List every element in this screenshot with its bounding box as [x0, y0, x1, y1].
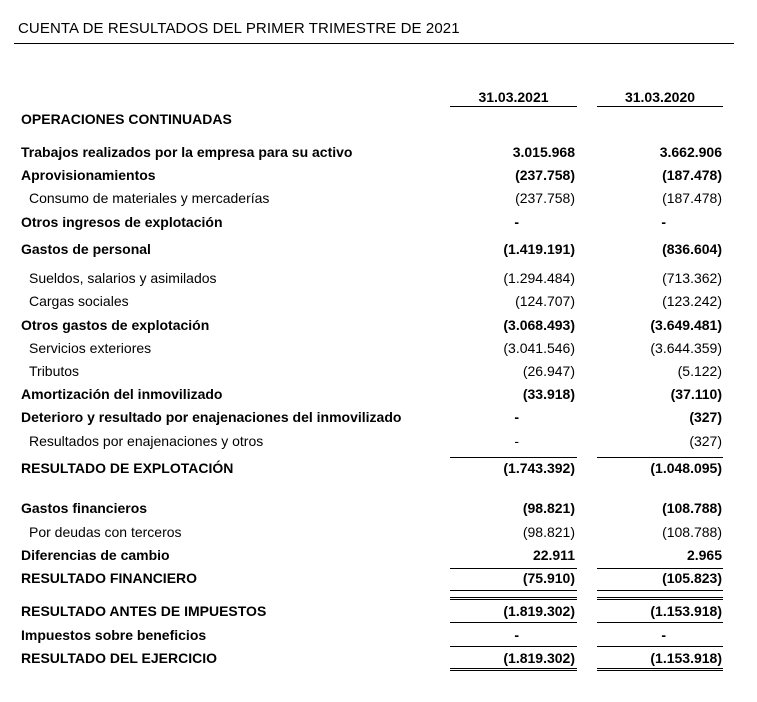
subtotal-rule — [597, 599, 723, 600]
table-row — [0, 361, 757, 381]
table-row — [0, 338, 757, 358]
subtotal-rule — [450, 646, 577, 647]
column-header-2021: 31.03.2021 — [478, 89, 549, 105]
value-2021: (98.821) — [522, 500, 575, 516]
table-row — [0, 212, 757, 232]
value-2021: (3.041.546) — [503, 340, 575, 356]
row-label: Aprovisionamientos — [21, 167, 156, 183]
value-2021: - — [514, 627, 519, 643]
table-row — [0, 545, 757, 565]
value-2020: (836.604) — [662, 241, 722, 257]
row-label: Gastos de personal — [21, 241, 151, 257]
subtotal-rule — [450, 599, 577, 600]
table-row — [0, 625, 757, 645]
row-label: Impuestos sobre beneficios — [21, 627, 207, 643]
value-2021: 22.911 — [532, 547, 575, 563]
table-row — [0, 458, 757, 478]
table-row — [0, 522, 757, 542]
table-row — [0, 384, 757, 404]
value-2021: (1.743.392) — [503, 460, 575, 476]
subtotal-rule — [597, 597, 723, 598]
value-2020: (105.823) — [662, 570, 722, 586]
row-label: Otros ingresos de explotación — [21, 214, 223, 230]
row-label: Diferencias de cambio — [21, 547, 170, 563]
row-label: Resultados por enajenaciones y otros — [29, 433, 264, 449]
value-2020: (1.048.095) — [650, 460, 722, 476]
subtotal-rule — [450, 597, 577, 598]
value-2020: (327) — [689, 409, 722, 425]
row-label: RESULTADO FINANCIERO — [21, 570, 198, 586]
column-header-2021-underline — [450, 106, 577, 107]
value-2020: (187.478) — [662, 167, 722, 183]
row-label: RESULTADO ANTES DE IMPUESTOS — [21, 603, 267, 619]
column-header-2020-underline — [597, 106, 723, 107]
page-title: CUENTA DE RESULTADOS DEL PRIMER TRIMESTRE DE 2021 — [18, 20, 460, 37]
value-2020: 3.662.906 — [659, 144, 722, 160]
table-row — [0, 142, 757, 162]
table-row — [0, 315, 757, 335]
value-2020: (713.362) — [662, 270, 722, 286]
table-row — [0, 648, 757, 668]
value-2021: 3.015.968 — [512, 144, 575, 160]
value-2021: (1.819.302) — [503, 650, 575, 666]
row-label: Sueldos, salarios y asimilados — [29, 270, 217, 286]
value-2020: - — [661, 627, 666, 643]
table-row — [0, 498, 757, 518]
value-2021: - — [514, 409, 519, 425]
total-rule — [597, 670, 723, 671]
total-rule — [597, 668, 723, 669]
value-2020: (3.644.359) — [650, 340, 722, 356]
subtotal-rule — [597, 622, 723, 623]
row-label: Tributos — [29, 363, 80, 379]
value-2021: (1.819.302) — [503, 603, 575, 619]
value-2020: (108.788) — [662, 500, 722, 516]
row-label: Consumo de materiales y mercaderías — [29, 190, 270, 206]
value-2021: (33.918) — [522, 386, 575, 402]
row-label: OPERACIONES CONTINUADAS — [21, 111, 232, 127]
table-row — [0, 268, 757, 288]
subtotal-rule — [597, 590, 723, 591]
value-2021: - — [514, 433, 519, 449]
subtotal-rule — [450, 590, 577, 591]
subtotal-rule — [450, 568, 577, 569]
value-2021: (75.910) — [522, 570, 575, 586]
subtotal-rule — [597, 646, 723, 647]
value-2020: (37.110) — [670, 386, 722, 402]
value-2020: (3.649.481) — [650, 317, 722, 333]
row-label: Cargas sociales — [29, 293, 129, 309]
subtotal-rule — [450, 457, 577, 458]
row-label: Por deudas con terceros — [29, 524, 182, 540]
value-2021: (237.758) — [515, 190, 575, 206]
value-2020: (5.122) — [677, 363, 722, 379]
table-row — [0, 239, 757, 259]
value-2020: (1.153.918) — [650, 650, 722, 666]
column-header-2020: 31.03.2020 — [624, 89, 696, 105]
row-label: RESULTADO DE EXPLOTACIÓN — [21, 460, 234, 476]
row-label: Amortización del inmovilizado — [21, 386, 223, 402]
row-label: Deterioro y resultado por enajenaciones del inmovilizado — [21, 409, 402, 425]
value-2020: (327) — [689, 433, 722, 449]
subtotal-rule — [450, 622, 577, 623]
total-rule — [450, 670, 577, 671]
value-2021: (1.294.484) — [503, 270, 575, 286]
row-label: Servicios exteriores — [29, 340, 152, 356]
table-row — [0, 291, 757, 311]
value-2021: - — [514, 214, 519, 230]
row-label: RESULTADO DEL EJERCICIO — [21, 650, 218, 666]
table-row — [0, 165, 757, 185]
table-row — [0, 601, 757, 621]
value-2020: (187.478) — [662, 190, 722, 206]
value-2021: (1.419.191) — [503, 241, 575, 257]
row-label: Trabajos realizados por la empresa para su activo — [21, 144, 353, 160]
subtotal-rule — [597, 568, 723, 569]
row-label: Gastos financieros — [21, 500, 148, 516]
subtotal-rule — [597, 457, 723, 458]
value-2021: (237.758) — [515, 167, 575, 183]
table-row — [0, 407, 757, 427]
table-row — [0, 568, 757, 588]
title-divider — [14, 43, 734, 44]
value-2020: - — [661, 214, 666, 230]
value-2020: (1.153.918) — [650, 603, 722, 619]
value-2020: (123.242) — [662, 293, 722, 309]
value-2021: (3.068.493) — [503, 317, 575, 333]
value-2021: (26.947) — [522, 363, 575, 379]
value-2021: (98.821) — [522, 524, 575, 540]
table-row — [0, 188, 757, 208]
value-2021: (124.707) — [515, 293, 575, 309]
value-2020: 2.965 — [686, 547, 722, 563]
total-rule — [450, 668, 577, 669]
row-label: Otros gastos de explotación — [21, 317, 210, 333]
value-2020: (108.788) — [662, 524, 722, 540]
table-row — [0, 431, 757, 451]
table-row — [0, 109, 757, 129]
